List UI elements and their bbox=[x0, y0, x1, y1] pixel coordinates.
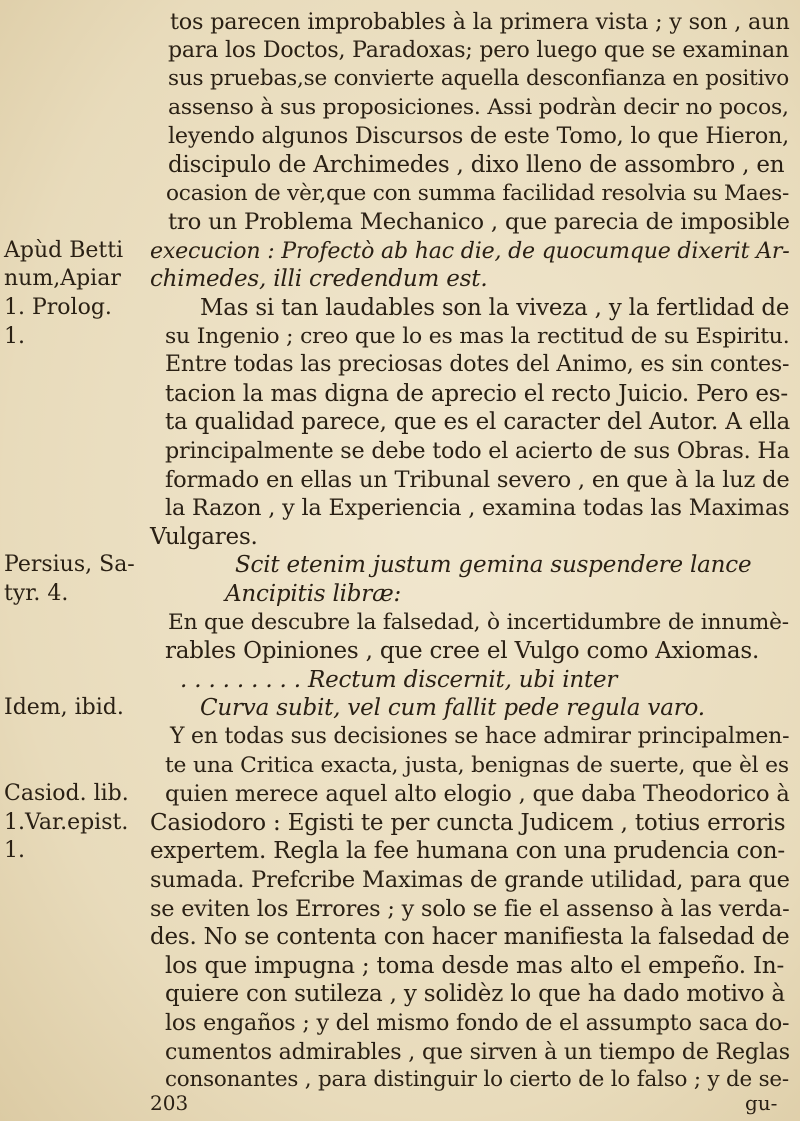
latin-quote: Scit etenim justum gemina suspendere lance bbox=[235, 552, 752, 579]
text-line: para los Doctos, Paradoxas; pero luego que se examinan bbox=[168, 37, 789, 63]
text-line: En que descubre la falsedad, ò incertidumbre de innumè- bbox=[168, 609, 789, 635]
text-line: Casiodoro : Egisti te per cuncta Judicem , totius erroris bbox=[150, 809, 786, 836]
text-line: quien merece aquel alto elogio , que daba Theodorico à bbox=[165, 781, 790, 808]
text-line: se eviten los Errores ; y solo se fie el assenso à las verda- bbox=[150, 895, 790, 922]
text-line: los engaños ; y del mismo fondo de el assumpto saca do- bbox=[165, 1010, 790, 1036]
text-line: des. No se contenta con hacer manifiesta la falsedad de bbox=[150, 924, 790, 951]
text-line: quiere con sutileza , y solidèz lo que ha dado motivo à bbox=[165, 981, 785, 1008]
latin-quote: Curva subit, vel cum fallit pede regula varo. bbox=[200, 695, 705, 722]
page-signature: 203 bbox=[150, 1090, 189, 1115]
text-line: Mas si tan laudables son la viveza , y la fertlidad de bbox=[200, 295, 790, 321]
text-line: formado en ellas un Tribunal severo , en que à la luz de bbox=[165, 466, 790, 493]
margin-note: 1.Var.epist. bbox=[4, 809, 129, 835]
latin-quote: Ancipitis libræ: bbox=[225, 581, 402, 607]
text-line: cumentos admirables , que sirven à un tiempo de Reglas bbox=[165, 1038, 790, 1065]
text-line: los que impugna ; toma desde mas alto el empeño. In- bbox=[165, 952, 785, 979]
catchword: gu- bbox=[745, 1090, 778, 1115]
latin-quote: chimedes, illi credendum est. bbox=[150, 266, 488, 293]
margin-note: 1. Prolog. bbox=[4, 295, 112, 320]
margin-note: Persius, Sa- bbox=[4, 552, 135, 578]
text-line: tos parecen improbables à la primera vista ; y son , aun bbox=[170, 9, 790, 35]
text-line: discipulo de Archimedes , dixo lleno de assombro , en bbox=[168, 152, 785, 178]
text-line: sumada. Prefcribe Maximas de grande utilidad, para que bbox=[150, 867, 790, 893]
text-line: rables Opiniones , que cree el Vulgo como Axiomas. bbox=[165, 638, 760, 665]
text-line: expertem. Regla la fee humana con una prudencia con- bbox=[150, 838, 785, 865]
text-line: ta qualidad parece, que es el caracter del Autor. A ella bbox=[165, 409, 791, 436]
text-line: ocasion de vèr,que con summa facilidad resolvia su Maes- bbox=[166, 180, 790, 206]
text-line: Entre todas las preciosas dotes del Animo, es sin contes- bbox=[165, 352, 790, 378]
text-line: Vulgares. bbox=[150, 523, 258, 550]
margin-note: Idem, ibid. bbox=[4, 695, 124, 721]
margin-note: 1. bbox=[4, 838, 25, 864]
margin-note: 1. bbox=[4, 323, 25, 349]
text-line: te una Critica exacta, justa, benignas de suerte, que èl es bbox=[165, 752, 789, 778]
text-line: assenso à sus proposiciones. Assi podràn decir no pocos, bbox=[168, 94, 789, 120]
text-line: la Razon , y la Experiencia , examina todas las Maximas bbox=[165, 495, 790, 522]
margin-note: Casiod. lib. bbox=[4, 781, 129, 807]
text-line: Y en todas sus decisiones se hace admirar principalmen- bbox=[170, 724, 790, 749]
text-line: consonantes , para distinguir lo cierto de lo falso ; y de se- bbox=[165, 1067, 789, 1093]
text-line: leyendo algunos Discursos de este Tomo, lo que Hieron, bbox=[168, 123, 790, 150]
text-line: su Ingenio ; creo que lo es mas la rectitud de su Espiritu. bbox=[165, 323, 790, 349]
text-line: tro un Problema Mechanico , que parecia de imposible bbox=[168, 209, 790, 236]
margin-note: num,Apiar bbox=[4, 266, 121, 292]
latin-quote: . . . . . . . . . Rectum discernit, ubi inter bbox=[180, 666, 618, 693]
margin-note: tyr. 4. bbox=[4, 581, 69, 606]
text-line: tacion la mas digna de aprecio el recto Juicio. Pero es- bbox=[165, 380, 788, 407]
margin-note: Apùd Betti bbox=[4, 237, 124, 263]
text-line: principalmente se debe todo el acierto de sus Obras. Ha bbox=[165, 438, 790, 464]
latin-quote: execucion : Profectò ab hac die, de quocumque dixerit Ar- bbox=[150, 237, 790, 264]
text-line: sus pruebas,se convierte aquella desconfianza en positivo bbox=[168, 66, 789, 92]
